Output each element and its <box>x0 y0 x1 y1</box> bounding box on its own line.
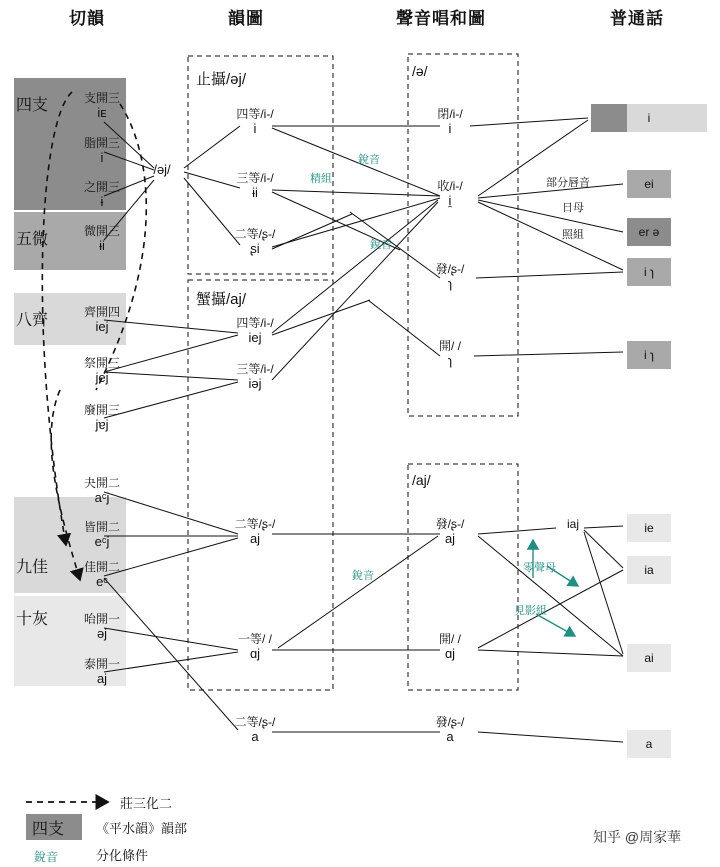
shengyin-node-kai-aj <box>418 633 482 662</box>
rime-node-value: ɑj <box>249 645 261 661</box>
annotation-bufenchunyin: 部分唇音 <box>546 177 590 189</box>
qieyun-node-label: 夬開二 <box>83 476 120 490</box>
shengyin-node-value: i̯ <box>448 192 452 208</box>
rime-node-label: 三等/i-/ <box>236 171 274 185</box>
shengyin-node-label: 開/ / <box>438 632 461 646</box>
rime-node-label: 四等/i-/ <box>236 316 274 330</box>
shengyin-node-value: ɿ <box>447 352 453 368</box>
putonghua-box-ai: ai <box>627 644 671 672</box>
qieyun-node-label: 廢開三 <box>83 403 120 417</box>
qieyun-node-value: eᶜj <box>94 533 110 549</box>
qieyun-group-shihui: 十灰 <box>16 611 49 628</box>
rime-node-label: 三等/i-/ <box>236 362 274 376</box>
putonghua-box-i: i <box>627 104 671 132</box>
annotation-jianyingzu: 見影組 <box>514 605 547 617</box>
qieyun-node-zhikai3 <box>62 92 142 121</box>
shengyin-node-label: 閉/i-/ <box>437 107 463 121</box>
shengyin-node-fa-s <box>418 263 482 292</box>
qieyun-node-label: 之開三 <box>83 180 120 194</box>
shengyin-node-value: ɑj <box>444 645 456 661</box>
qieyun-node-value: jɐj <box>95 416 109 432</box>
qieyun-node-zhikai3b <box>62 137 142 166</box>
shengyin-node-value: i <box>448 120 452 136</box>
rime-node-2deng-aj <box>218 518 292 547</box>
shengyin-node-fa-aj <box>418 518 482 547</box>
column-header-qieyun: 切韻 <box>69 9 105 28</box>
rime-node-2deng-s <box>218 228 292 257</box>
shengyin-node-label: 發/ʂ-/ <box>435 715 465 729</box>
putonghua-box-ia: ia <box>627 556 671 584</box>
qieyun-group-baqi: 八齊 <box>16 312 49 329</box>
rime-node-label: 二等/ʂ-/ <box>234 227 276 241</box>
rime-hub-label: /əj/ <box>153 162 171 177</box>
legend-teal-sample: 銳音 <box>34 850 59 864</box>
qieyun-node-zhikai3c <box>62 181 142 210</box>
qieyun-node-label: 脂開三 <box>83 136 120 150</box>
qieyun-node-jiakai2 <box>62 561 142 590</box>
shengyin-node-label: 發/ʂ-/ <box>435 517 465 531</box>
qieyun-node-value: əj <box>96 625 108 641</box>
qieyun-node-jiekai2 <box>62 521 142 550</box>
rime-node-label: 二等/ʂ-/ <box>234 715 276 729</box>
qieyun-node-taikai1 <box>62 658 142 687</box>
shengyin-section-title-aj: /aj/ <box>412 472 431 488</box>
shengyin-node-bi-i <box>418 108 482 137</box>
rime-section-title-zhishe: 止攝/əj/ <box>196 71 247 88</box>
column-header-putonghua: 普通話 <box>610 9 664 28</box>
shengyin-node-kai <box>418 340 482 369</box>
qieyun-node-label: 支開三 <box>83 91 120 105</box>
rime-node-4deng-iej <box>218 317 292 346</box>
qieyun-node-label: 皆開二 <box>83 520 120 534</box>
putonghua-box-ie: ie <box>627 514 671 542</box>
qieyun-group-wuwei: 五微 <box>16 231 49 248</box>
annotation-rimu: 日母 <box>562 202 584 214</box>
qieyun-node-value: aj <box>96 670 108 686</box>
annotation-ruiyin-3: 銳音 <box>352 570 374 582</box>
rime-node-3deng-iaj <box>218 363 292 392</box>
qieyun-node-label: 齊開四 <box>83 305 120 319</box>
putonghua-box-i-zhi-1: i ɿ <box>627 258 671 286</box>
qieyun-node-haikai1 <box>62 613 142 642</box>
rime-node-value: aj <box>249 530 261 546</box>
rime-node-value: iej <box>248 329 262 345</box>
qieyun-node-label: 佳開二 <box>83 560 120 574</box>
legend-label-condition: 分化條件 <box>96 848 149 863</box>
qieyun-node-value: ɨi <box>99 237 105 253</box>
legend-swatch-label: 四支 <box>32 821 65 838</box>
qieyun-node-jikai3 <box>62 357 142 386</box>
column-header-shengyintu: 聲音唱和圖 <box>396 9 486 28</box>
qieyun-node-value: ɨ <box>100 193 104 209</box>
putonghua-box-er: er ə <box>627 218 671 246</box>
intermediate-node-iaj: iaj <box>566 517 579 531</box>
rime-node-2deng-a <box>218 716 292 745</box>
putonghua-box-ei: ei <box>627 170 671 198</box>
rime-node-3deng-i <box>218 172 292 201</box>
rime-node-label: 四等/i-/ <box>236 107 274 121</box>
rime-node-value: ɨi <box>252 184 258 200</box>
rime-node-value: ʂi <box>250 240 260 256</box>
annotation-lingshengmu: 零聲母 <box>523 562 556 574</box>
rime-node-4deng-i <box>218 108 292 137</box>
shengyin-node-value: aj <box>444 530 456 546</box>
credit-watermark: 知乎 @周家華 <box>593 829 682 845</box>
annotation-ruiyin-1: 銳音 <box>358 154 380 166</box>
annotation-ruiyin-2: 銳音 <box>370 239 392 251</box>
column-header-yuntu: 韻圖 <box>228 9 264 28</box>
putonghua-box-i-zhi-2: i ɿ <box>627 341 671 369</box>
annotation-jingzu: 精組 <box>310 173 332 185</box>
legend-label-pingshui: 《平水韻》韻部 <box>96 821 188 836</box>
qieyun-node-value: iᴇ <box>97 104 107 120</box>
qieyun-node-value: i <box>100 149 104 165</box>
rime-node-value: i <box>253 120 257 136</box>
shengyin-node-label: 發/ʂ-/ <box>435 262 465 276</box>
rime-section-title-xieshe: 蟹攝/aj/ <box>196 291 247 308</box>
qieyun-node-label: 咍開一 <box>83 612 120 626</box>
qieyun-node-weikai3 <box>62 225 142 254</box>
qieyun-group-sizhi: 四支 <box>16 97 49 114</box>
putonghua-box-a: a <box>627 730 671 758</box>
qieyun-node-label: 泰開一 <box>83 657 120 671</box>
rime-node-label: 二等/ʂ-/ <box>234 517 276 531</box>
shengyin-node-label: 收/i-/ <box>437 179 463 193</box>
rime-node-value: a <box>251 728 259 744</box>
shengyin-node-shou-i <box>418 180 482 209</box>
qieyun-node-value: jej <box>95 369 109 385</box>
shengyin-node-value: a <box>446 728 454 744</box>
shengyin-node-value: ɿ <box>447 275 453 291</box>
qieyun-node-value: iej <box>95 318 109 334</box>
rime-hub-node <box>140 163 184 178</box>
annotation-zhaozu: 照組 <box>562 229 584 241</box>
qieyun-node-label: 微開三 <box>83 224 120 238</box>
qieyun-node-value: eᶜ <box>96 573 108 589</box>
shengyin-node-label: 開/ / <box>438 339 461 353</box>
qieyun-group-jiujia: 九佳 <box>16 559 49 576</box>
qieyun-node-feikai3 <box>62 404 142 433</box>
shengyin-node-fa-a <box>418 716 482 745</box>
qieyun-node-guaikai2 <box>62 477 142 506</box>
qieyun-node-label: 祭開三 <box>83 356 120 370</box>
legend-label-zhuang3: 莊三化二 <box>120 796 173 811</box>
rime-node-label: 一等/ / <box>237 632 272 646</box>
rime-node-value: iəj <box>248 375 262 391</box>
rime-node-1deng-aj <box>218 633 292 662</box>
qieyun-node-value: aᶜj <box>94 489 110 505</box>
qieyun-node-qikai4 <box>62 306 142 335</box>
shengyin-section-title-e: /ə/ <box>412 63 428 79</box>
